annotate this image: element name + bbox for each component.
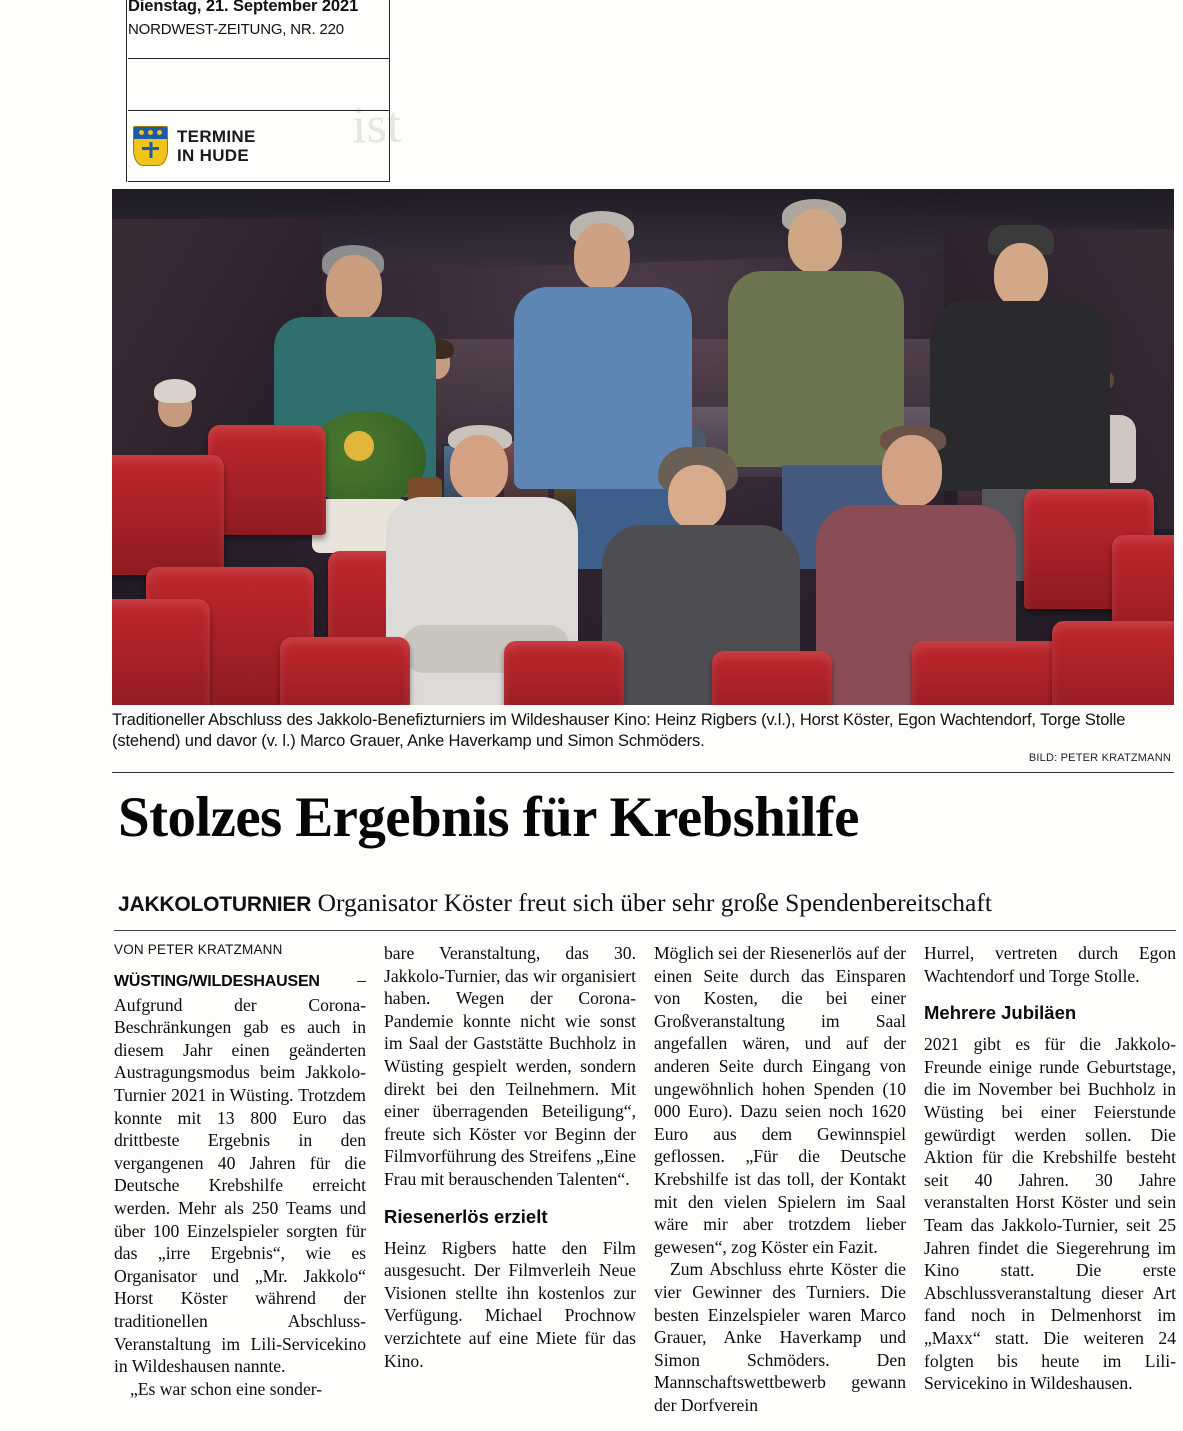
crosshead: Riesenerlös erzielt — [384, 1205, 548, 1227]
termine-badge — [133, 126, 256, 166]
page-title: Stolzes Ergebnis für Krebshilfe — [118, 786, 859, 849]
termine-badge-label — [177, 127, 256, 165]
column-4 — [924, 942, 1176, 1416]
paragraph: 2021 gibt es für die Jakkolo-Freunde einige runde Geburtstage, die im November bei Buchholz in Wüsting bei einer Feierstunde gewürdigt werden sollen. Die Aktion für die Krebshilfe besteht seit 40 Jahren. 30 Jahre veranstalten Horst Köster und sein Team das Jakkolo-Turnier, seit 25 Jahren findet die Siegerehrung im Kino statt. Die erste Abschlussveranstaltung dieser Art fand noch in Delmenhorst im „Maxx“ statt. Die weiteren 24 folgten bis heute im Lili-Servicekino in Wildeshausen. — [924, 1034, 1176, 1394]
article-body — [114, 942, 1176, 1416]
masthead-rule-second — [128, 110, 390, 111]
masthead — [128, 0, 390, 38]
column-3 — [654, 942, 924, 1416]
byline: VON PETER KRATZMANN — [114, 942, 283, 957]
crosshead: Mehrere Jubiläen — [924, 1002, 1077, 1024]
article-subhead-text: Organisator Köster freut sich über sehr große Spendenbereitschaft — [317, 888, 992, 917]
paragraph: Heinz Rigbers hatte den Film ausgesucht. Der Filmverleih Neue Visionen stellte ihn kostenlos zur Verfügung. Michael Prochnow verzichtete auf eine Miete für das Kino. — [384, 1237, 636, 1371]
caption-rule — [112, 772, 1174, 773]
paragraph: bare Veranstaltung, das 30. Jakkolo-Turnier, das wir organisiert haben. Wegen der Corona-Pandemie konnte nicht wie sonst im Saal der Gaststätte Buchholz in Wüsting gespielt werden, sondern direkt bei den Teilnehmern. Mit einer überragenden Beteiligung“, freute sich Köster vor Beginn der Filmvorführung des Streifens „Eine Frau mit berauschenden Talenten“. — [384, 943, 636, 1189]
article-subhead — [118, 888, 1178, 920]
paragraph-text: – Aufgrund der Corona-Beschränkungen gab es auch in diesem Jahr einen geänderten Austragungsmodus beim Jakkolo-Turnier 2021 in Wüsting. Trotzdem konnte mit 13 800 Euro das drittbeste Ergebnis in den vergangenen 40 Jahren für die Deutsche Krebshilfe erreicht werden. Mehr als 250 Teams und über 100 Einzelspieler sorgten für das „irre Ergebnis“, wie es Organisator und „Mr. Jakkolo“ Horst Köster während der traditionellen Abschluss-Veranstaltung im Lili-Servicekino in Wildeshausen nannte. — [114, 970, 366, 1377]
photo-caption: Traditioneller Abschluss des Jakkolo-Benefizturniers im Wildeshauser Kino: Heinz Rigbers (v.l.), Horst Köster, Egon Wachtendorf, Torge Stolle (stehend) und davor (v. l.) Marco Grauer, Anke Haverkamp und Simon Schmöders. — [112, 711, 1126, 750]
article-photo — [112, 189, 1174, 705]
paragraph: Möglich sei der Riesenerlös auf der einen Seite durch das Einsparen von Kosten, die bei einer Großveranstaltung im Saal angefallen wären, und auf der anderen Seite durch Eingang von ungewöhnlich hohen Spenden (10 000 Euro). Dazu seien noch 1620 Euro aus dem Gewinnspiel geflossen. „Für die Deutsche Krebshilfe ist das toll, der Kontakt mit den vielen Spielern im Saal wäre mir aber trotzdem lieber gewesen“, zog Köster ein Fazit. — [654, 943, 906, 1257]
masthead-left-rule — [126, 0, 127, 182]
termine-line-2: IN HUDE — [177, 146, 249, 165]
column-1 — [114, 942, 384, 1416]
article-kicker: JAKKOLOTURNIER — [118, 893, 312, 916]
masthead-rule-bottom — [128, 181, 390, 182]
paragraph: Hurrel, vertreten durch Egon Wachtendorf und Torge Stolle. — [924, 943, 1176, 986]
column-2 — [384, 942, 654, 1416]
dateline: WÜSTING/WILDESHAUSEN — [114, 973, 320, 990]
paragraph: „Es war schon eine sonder- — [130, 1378, 323, 1399]
masthead-paper-name: NORDWEST-ZEITUNG, NR. 220 — [128, 21, 344, 38]
photo-credit: BILD: PETER KRATZMANN — [1028, 752, 1171, 764]
hude-crest-icon — [133, 126, 168, 166]
masthead-date: Dienstag, 21. September 2021 — [128, 0, 359, 15]
subhead-rule — [114, 930, 1176, 931]
paragraph: Zum Abschluss ehrte Köster die vier Gewinner des Turniers. Die besten Einzelspieler waren Marco Grauer, Anke Haverkamp und Simon Schmöders. Den Mannschaftswettbewerb gewann der Dorfverein — [654, 1259, 906, 1415]
masthead-rule-top — [128, 58, 390, 59]
paragraph — [114, 969, 366, 1378]
termine-line-1: TERMINE — [177, 127, 256, 146]
scan-artifact: ist — [351, 96, 402, 155]
